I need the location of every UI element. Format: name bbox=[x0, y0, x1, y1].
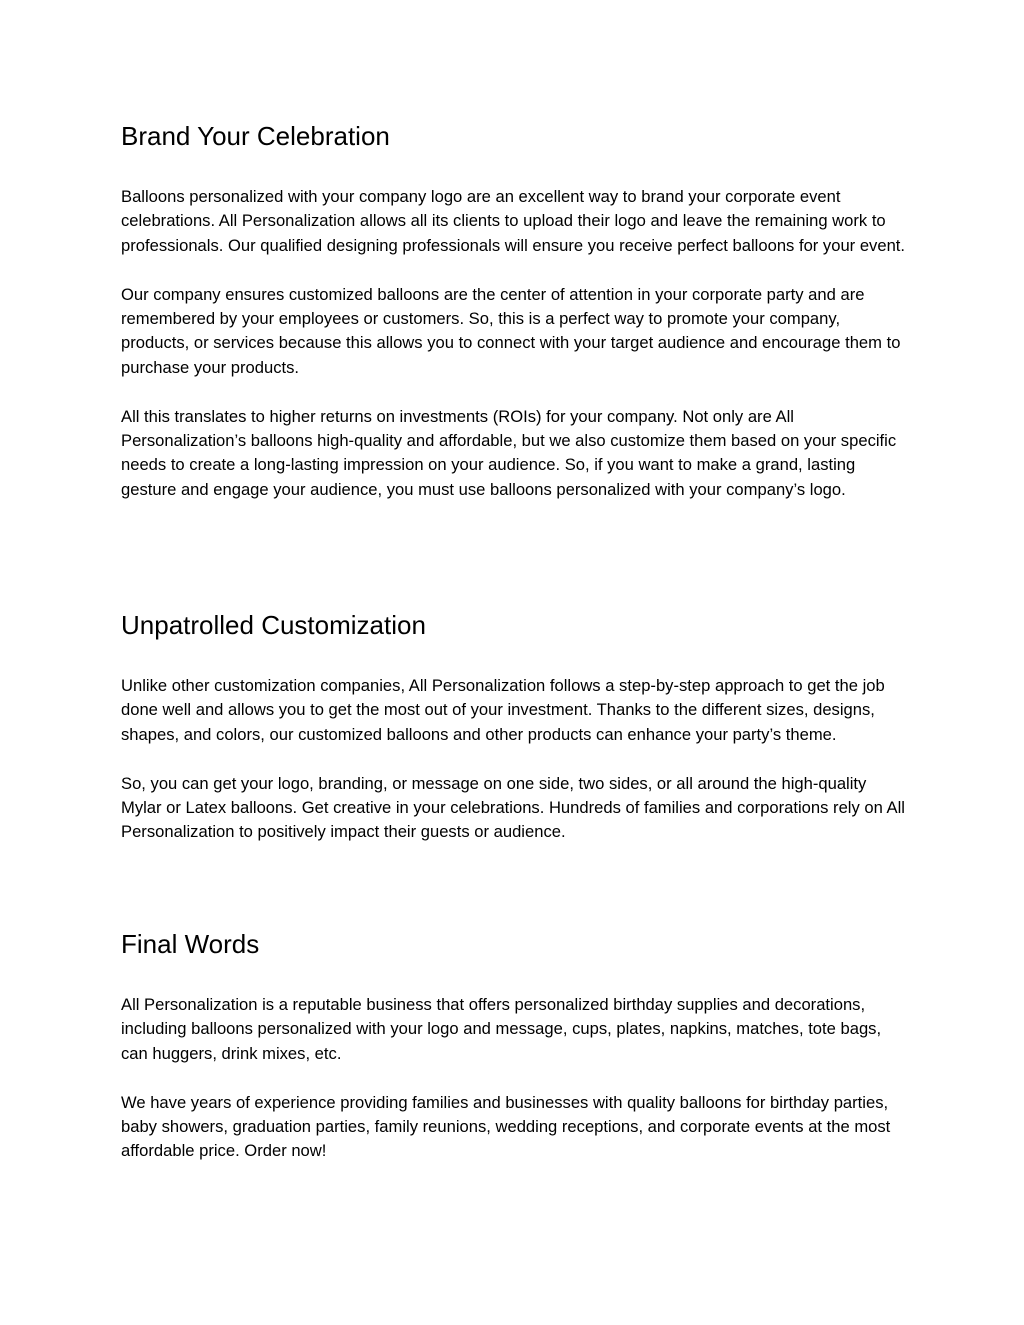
section-heading: Final Words bbox=[121, 929, 260, 959]
paragraph: We have years of experience providing families and businesses with quality balloons for birthday parties, baby showers, graduation parties, family reunions, wedding receptions, and corporate events at the most affordable price. Order now! bbox=[121, 1092, 891, 1161]
section-heading: Brand Your Celebration bbox=[121, 121, 390, 151]
section-brand-your-celebration bbox=[121, 121, 911, 502]
section-heading: Unpatrolled Customization bbox=[121, 610, 426, 640]
paragraph: All this translates to higher returns on investments (ROIs) for your company. Not only are All Personalization’s balloons high-quality and affordable, but we also customize them based on your specific needs to create a long-lasting impression on your audience. So, if you want to make a grand, lasting gesture and engage your audience, you must use balloons personalized with your company’s logo. bbox=[121, 406, 897, 499]
paragraph: Balloons personalized with your company logo are an excellent way to brand your corporate event celebrations. All Personalization allows all its clients to upload their logo and leave the remaining work to professionals. Our qualified designing professionals will ensure you receive perfect balloons for your event. bbox=[121, 187, 906, 255]
paragraph: Our company ensures customized balloons are the center of attention in your corporate party and are remembered by your employees or customers. So, this is a perfect way to promote your company, products, or services because this allows you to connect with your target audience and encourage them to purchase your products. bbox=[121, 284, 901, 377]
paragraph: All Personalization is a reputable business that offers personalized birthday supplies and decorations, including balloons personalized with your logo and message, cups, plates, napkins, matches, tote bags, can huggers, drink mixes, etc. bbox=[121, 995, 882, 1063]
section-unpatrolled-customization bbox=[121, 610, 911, 845]
paragraph: So, you can get your logo, branding, or message on one side, two sides, or all around the high-quality Mylar or Latex balloons. Get creative in your celebrations. Hundreds of families and corporations rely on All Personalization to positively impact their guests or audience. bbox=[121, 773, 905, 842]
section-final-words bbox=[121, 929, 911, 1164]
paragraph: Unlike other customization companies, All Personalization follows a step-by-step approach to get the job done well and allows you to get the most out of your investment. Thanks to the different sizes, designs, shapes, and colors, our customized balloons and other products can enhance your party’s theme. bbox=[121, 676, 885, 744]
